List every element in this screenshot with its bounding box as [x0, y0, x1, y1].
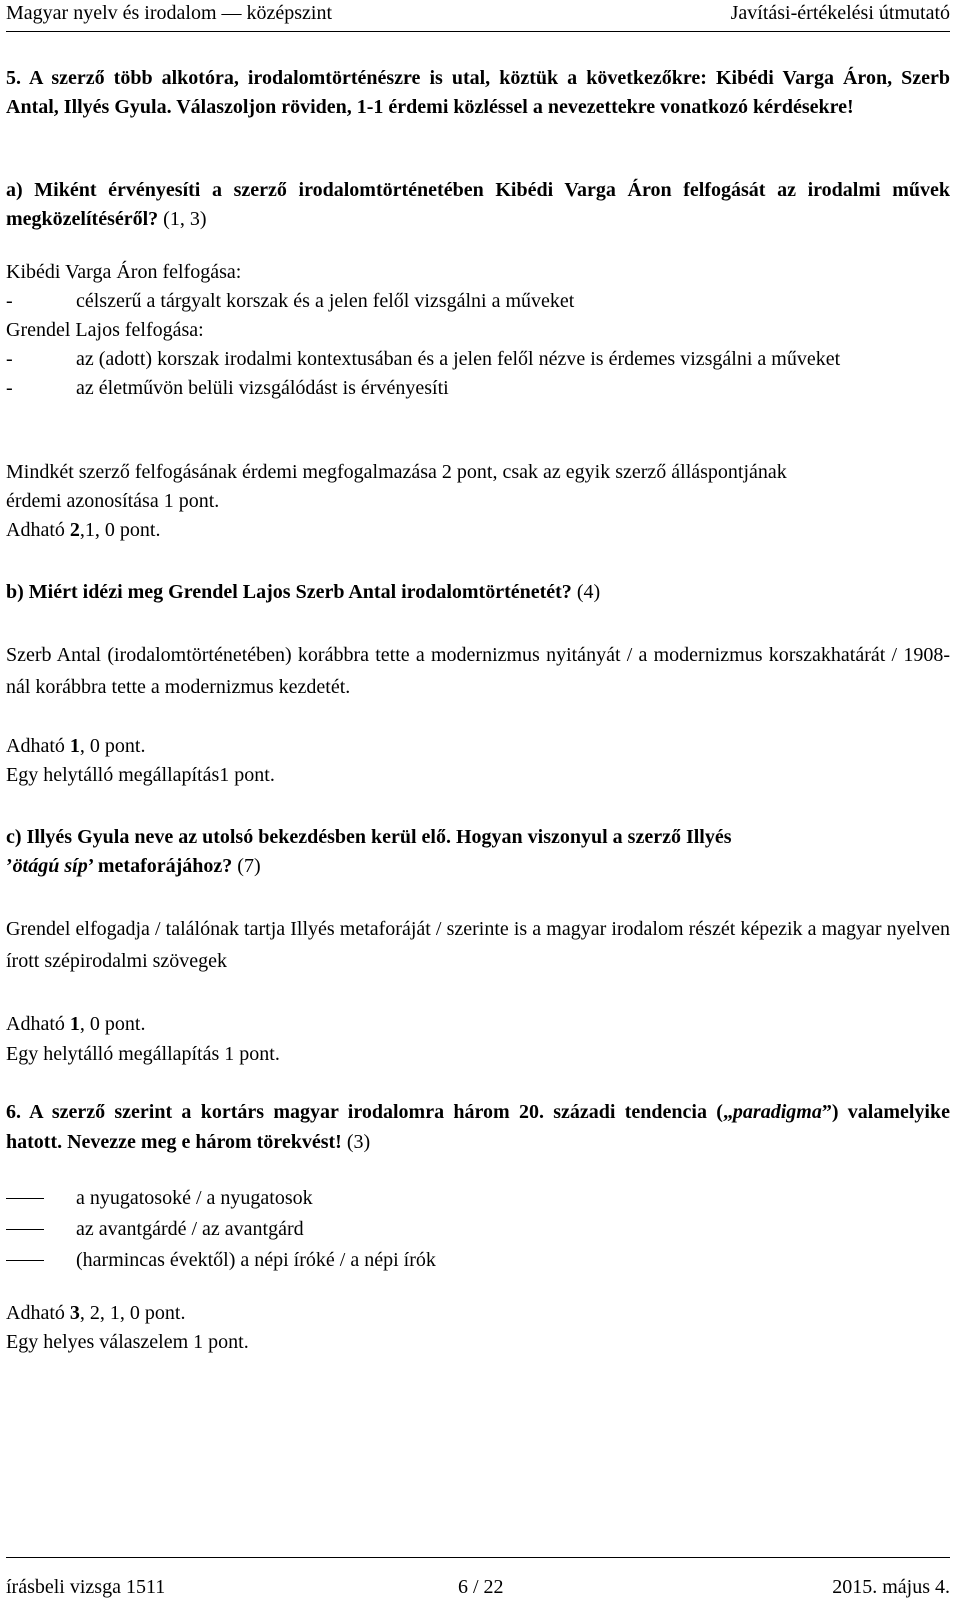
adhato-max: 2 [69, 519, 80, 541]
q5c-adhato [6, 1010, 950, 1039]
footer-exam-id: írásbeli vizsga 1511 [6, 1576, 166, 1598]
q6-answer-list [6, 1183, 950, 1276]
footer-date: 2015. május 4. [832, 1576, 950, 1598]
adhato-max: 3 [69, 1302, 80, 1324]
kibedi-label: Kibédi Varga Áron felfogása: [6, 261, 242, 283]
hyphen-marker: - [6, 348, 13, 370]
dash-marker [6, 1260, 44, 1261]
adhato-label: Adható [6, 735, 65, 757]
q5b-note: Egy helytálló megállapítás1 pont. [6, 764, 275, 786]
kibedi-item-text: célszerű a tárgyalt korszak és a jelen felől vizsgálni a műveket [76, 290, 575, 312]
q5c-note: Egy helytálló megállapítás 1 pont. [6, 1043, 280, 1065]
q6-adhato [6, 1299, 950, 1328]
hyphen-marker: - [6, 290, 13, 312]
grendel-label: Grendel Lajos felfogása: [6, 319, 204, 341]
adhato-rest: , 0 pont. [79, 735, 146, 757]
q6-question-text-1: 6. A szerző szerint a kortárs magyar irodalomra három 20. századi tendencia („ [6, 1101, 733, 1123]
q5b-points: (4) [576, 581, 601, 603]
adhato-label: Adható [6, 519, 65, 541]
dash-marker [6, 1229, 44, 1230]
adhato-max: 1 [69, 1013, 80, 1035]
q5c-points: (7) [237, 855, 261, 877]
q6-question-text-2: ”) valamelyike hatott. Nevezze meg e három törekvést! [6, 1101, 950, 1153]
q5-intro: 5. A szerző több alkotóra, irodalomtörténészre is utal, köztük a következőkre: Kibédi Varga Áron, Szerb Antal, Illyés Gyula. Válaszoljon röviden, 1-1 érdemi közléssel a nevezettekre vonatkozó kérdésekre! [6, 67, 950, 118]
q5a-question-text: a) Miként érvényesíti a szerző irodalomtörténetében Kibédi Varga Áron felfogását az irodalmi művek megközelítéséről? [6, 179, 950, 230]
adhato-rest: , 0 pont. [79, 1013, 146, 1035]
grendel-item-1 [6, 345, 950, 374]
q5a-points: (1, 3) [163, 208, 207, 230]
q5b-question [6, 578, 950, 607]
adhato-max: 1 [69, 735, 80, 757]
q6-answer-text: az avantgárdé / az avantgárd [76, 1218, 304, 1240]
q5c-question-text-2: ’ metaforájához? [87, 855, 233, 877]
hyphen-marker: - [6, 377, 13, 399]
adhato-rest: , 2, 1, 0 pont. [79, 1302, 186, 1324]
grendel-item-1-text: az (adott) korszak irodalmi kontextusában és a jelen felől nézve is érdemes vizsgálni a műveket [76, 348, 841, 370]
q5c-question-line1 [6, 823, 950, 852]
q5c-metaphor: ötágú síp [12, 855, 88, 877]
footer-page-number: 6 / 22 [458, 1576, 504, 1598]
q6-answer-item [6, 1245, 950, 1276]
q5c-question-text-1: c) Illyés Gyula neve az utolsó bekezdésben kerül elő. Hogyan viszonyul a szerző Illyés [6, 826, 732, 848]
q5a-scoring: Mindkét szerző felfogásának érdemi megfogalmazása 2 pont, csak az egyik szerző álláspontjának érdemi azonosítása 1 pont. [6, 461, 787, 512]
q5a-question [6, 176, 950, 234]
header-subject: Magyar nyelv és irodalom — középszint [6, 2, 333, 24]
grendel-item-2 [6, 374, 950, 403]
q5b-adhato [6, 732, 950, 761]
q5a-adhato [6, 516, 950, 545]
adhato-label: Adható [6, 1302, 65, 1324]
q6-paradigma: paradigma [732, 1101, 822, 1123]
adhato-label: Adható [6, 1013, 65, 1035]
q5a-answers [6, 258, 950, 403]
q5c-question-line2 [6, 852, 950, 881]
q6-note: Egy helyes válaszelem 1 pont. [6, 1331, 249, 1353]
kibedi-item [6, 287, 950, 316]
grendel-item-2-text: az életművön belüli vizsgálódást is érvényesíti [76, 377, 449, 399]
page-header [6, 0, 950, 32]
header-doc-type: Javítási-értékelési útmutató [730, 2, 950, 24]
q6-answer-item [6, 1183, 950, 1214]
q5c-answer: Grendel elfogadja / találónak tartja Illyés metaforáját / szerinte is a magyar irodalom részét képezik a magyar nyelven írott szépirodalmi szövegek [6, 918, 950, 972]
q6-answer-text: (harmincas évektől) a népi íróké / a népi írók [76, 1249, 436, 1271]
q5b-question-text: b) Miért idézi meg Grendel Lajos Szerb Antal irodalomtörténetét? [6, 581, 572, 603]
q6-points: (3) [346, 1131, 371, 1153]
dash-marker [6, 1198, 44, 1199]
q5c-question [6, 823, 950, 881]
adhato-rest: ,1, 0 pont. [79, 519, 161, 541]
page-footer [6, 1557, 950, 1610]
q6-answer-item [6, 1214, 950, 1245]
q6-question [6, 1097, 950, 1157]
q5c-quote-open: ’ [6, 855, 13, 877]
q5b-answer: Szerb Antal (irodalomtörténetében) korábbra tette a modernizmus nyitányát / a modernizmus korszakhatárát / 1908-nál korábbra tette a modernizmus kezdetét. [6, 644, 950, 698]
q6-answer-text: a nyugatosoké / a nyugatosok [76, 1187, 313, 1209]
page [6, 0, 950, 1609]
